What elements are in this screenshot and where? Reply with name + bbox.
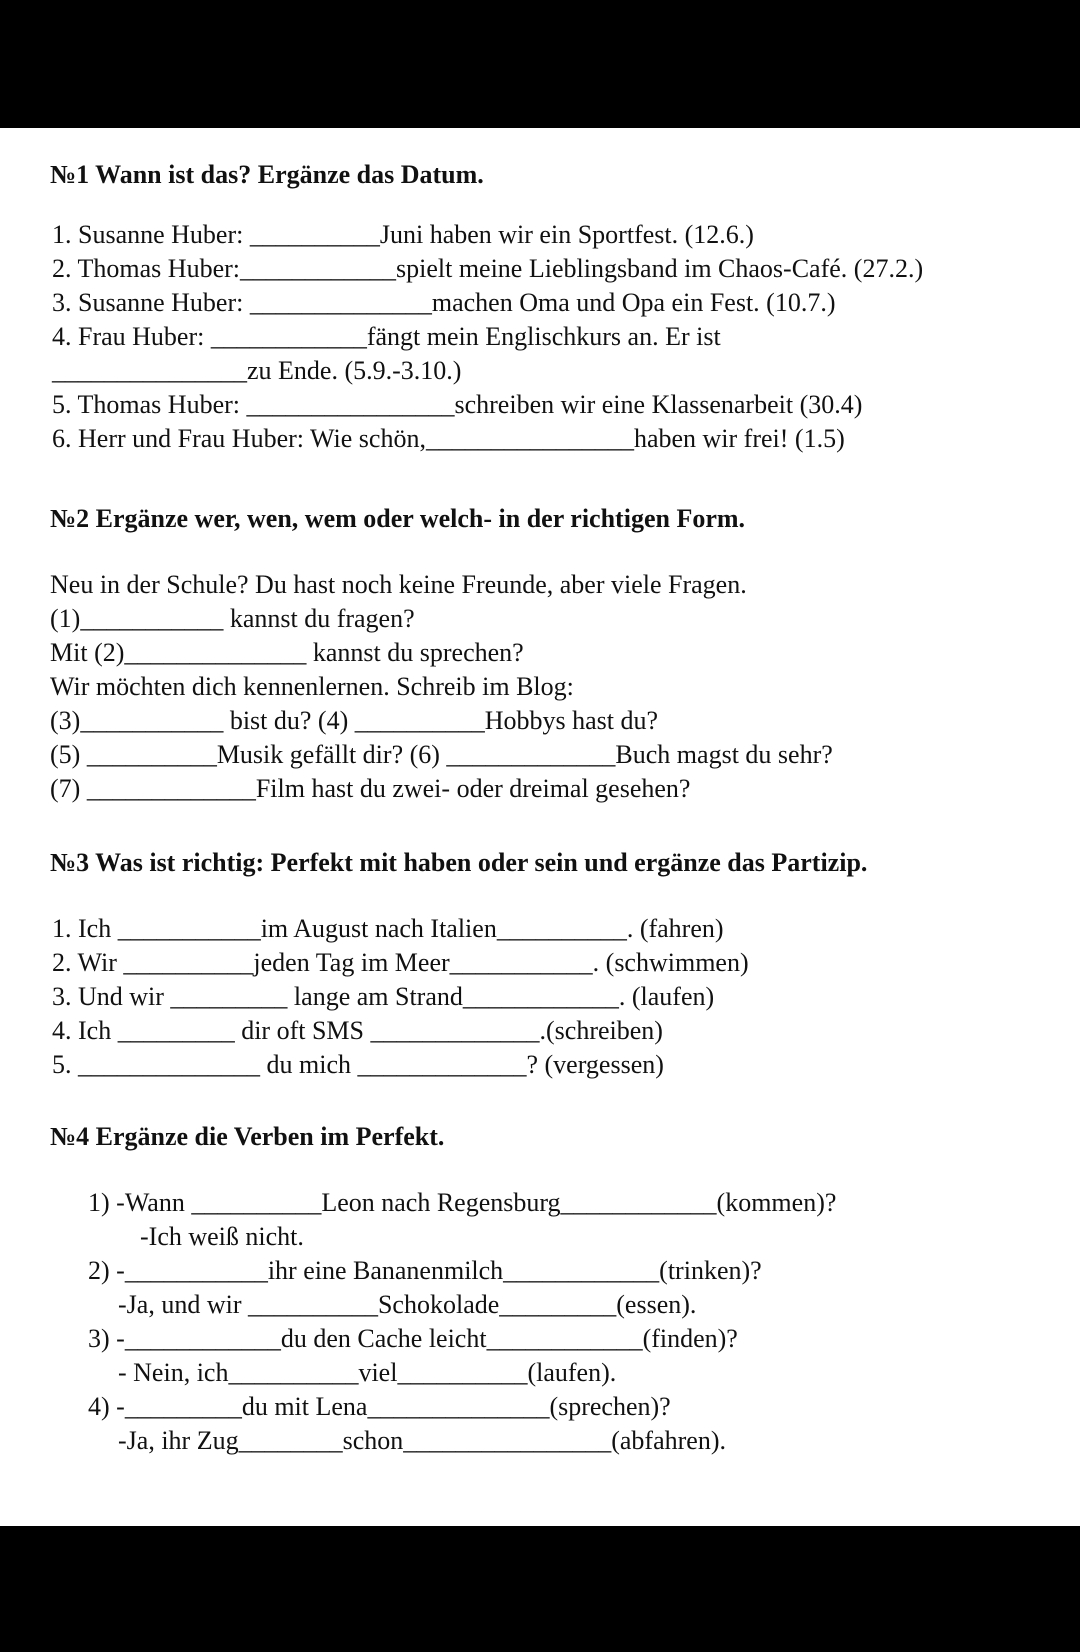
ex1-line-6: 5. Thomas Huber: ________________schreiben wir eine Klassenarbeit (30.4) [52, 390, 863, 419]
ex2-line-4: Wir möchten dich kennenlernen. Schreib im Blog: [50, 672, 574, 701]
ex1-heading: №1 Wann ist das? Ergänze das Datum. [50, 160, 484, 189]
ex1-line-1: 1. Susanne Huber: __________Juni haben wir ein Sportfest. (12.6.) [52, 220, 754, 249]
ex2-heading: №2 Ergänze wer, wen, wem oder welch- in der richtigen Form. [50, 504, 746, 533]
ex3-line-4: 4. Ich _________ dir oft SMS _____________.(schreiben) [52, 1016, 663, 1045]
ex1-line-4: 4. Frau Huber: ____________fängt mein Englischkurs an. Er ist [52, 322, 721, 351]
ex4-line-3: 2) -___________ihr eine Bananenmilch____________(trinken)? [88, 1256, 762, 1285]
ex3-heading: №3 Was ist richtig: Perfekt mit haben oder sein und ergänze das Partizip. [50, 848, 868, 877]
ex3-line-3: 3. Und wir _________ lange am Strand____________. (laufen) [52, 982, 715, 1011]
ex2-line-7: (7) _____________Film hast du zwei- oder dreimal gesehen? [50, 774, 691, 803]
ex1-line-2: 2. Thomas Huber:____________spielt meine Lieblingsband im Chaos-Café. (27.2.) [52, 254, 924, 283]
ex4-line-8: -Ja, ihr Zug________schon________________(abfahren). [118, 1426, 726, 1455]
ex2-line-5: (3)___________ bist du? (4) __________Hobbys hast du? [50, 706, 659, 735]
ex2-line-1: Neu in der Schule? Du hast noch keine Freunde, aber viele Fragen. [50, 570, 747, 599]
ex1-line-7: 6. Herr und Frau Huber: Wie schön,________________haben wir frei! (1.5) [52, 424, 845, 453]
ex4-heading: №4 Ergänze die Verben im Perfekt. [50, 1122, 445, 1151]
ex4-line-7: 4) -_________du mit Lena______________(sprechen)? [88, 1392, 671, 1421]
ex3-line-1: 1. Ich ___________im August nach Italien__________. (fahren) [52, 914, 724, 943]
ex4-line-2: -Ich weiß nicht. [140, 1222, 304, 1251]
ex1-line-5: _______________zu Ende. (5.9.-3.10.) [52, 356, 462, 385]
ex2-line-2: (1)___________ kannst du fragen? [50, 604, 415, 633]
ex4-line-6: - Nein, ich__________viel__________(laufen). [118, 1358, 617, 1387]
ex4-line-1: 1) -Wann __________Leon nach Regensburg____________(kommen)? [88, 1188, 837, 1217]
ex1-line-3: 3. Susanne Huber: ______________machen Oma und Opa ein Fest. (10.7.) [52, 288, 836, 317]
ex2-line-6: (5) __________Musik gefällt dir? (6) _____________Buch magst du sehr? [50, 740, 833, 769]
ex4-line-4: -Ja, und wir __________Schokolade_________(essen). [118, 1290, 697, 1319]
ex4-line-5: 3) -____________du den Cache leicht____________(finden)? [88, 1324, 738, 1353]
worksheet-page [0, 128, 1080, 1526]
ex3-line-2: 2. Wir __________jeden Tag im Meer___________. (schwimmen) [52, 948, 749, 977]
ex3-line-5: 5. ______________ du mich _____________? (vergessen) [52, 1050, 664, 1079]
ex2-line-3: Mit (2)______________ kannst du sprechen? [50, 638, 524, 667]
